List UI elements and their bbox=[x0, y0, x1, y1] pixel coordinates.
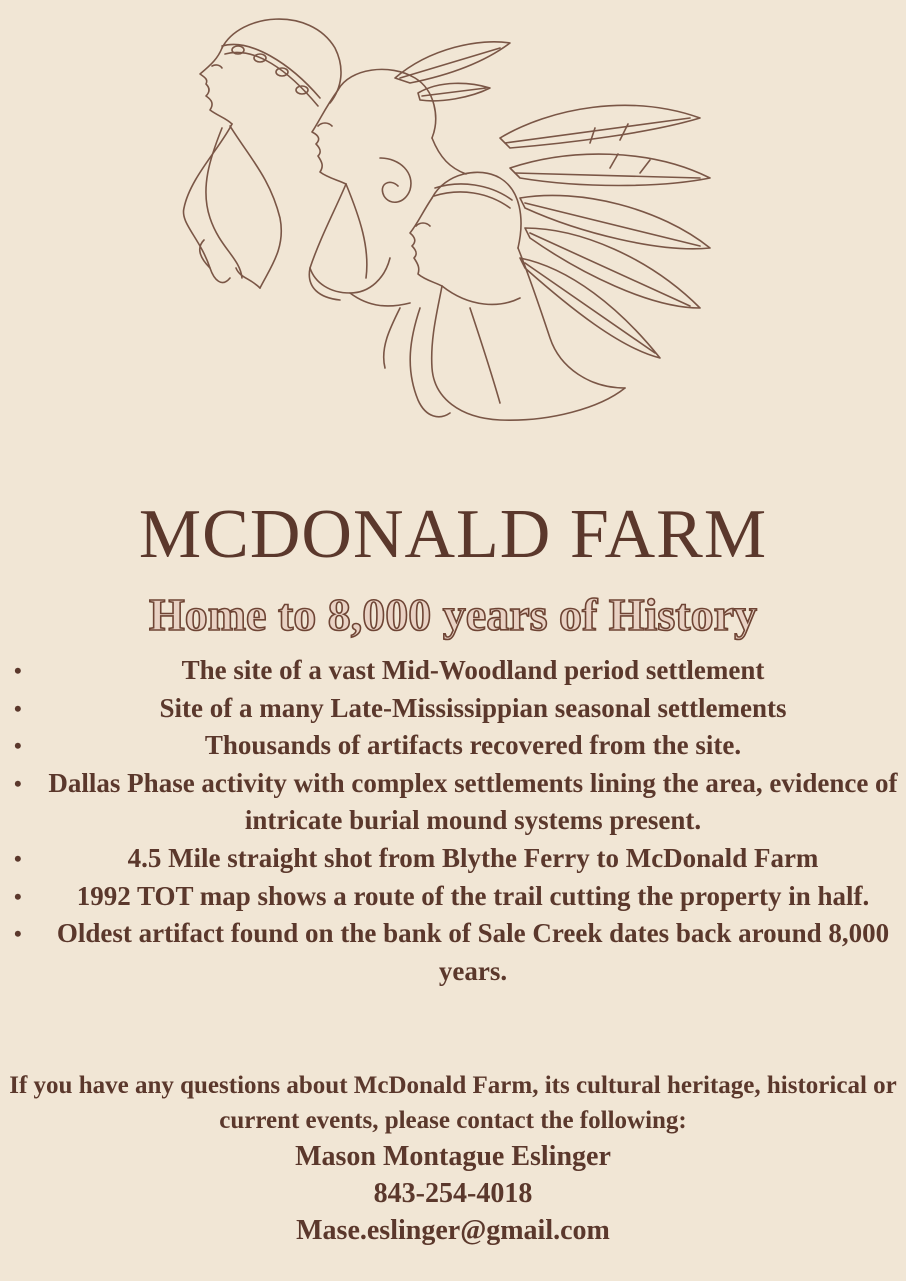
list-item bbox=[0, 727, 906, 765]
list-item bbox=[0, 840, 906, 878]
contact-section bbox=[0, 1068, 906, 1249]
list-item-text: Site of a many Late-Mississippian seasonal settlements bbox=[159, 692, 787, 723]
bullet-icon: • bbox=[14, 658, 22, 683]
page-subtitle: Home to 8,000 years of History bbox=[148, 589, 758, 640]
bullet-icon: • bbox=[14, 770, 22, 796]
list-item bbox=[0, 915, 906, 990]
list-item-text: 1992 TOT map shows a route of the trail cutting the property in half. bbox=[76, 880, 870, 911]
page-title: MCDONALD FARM bbox=[138, 496, 768, 573]
list-item bbox=[0, 652, 906, 690]
bullet-icon: • bbox=[14, 845, 22, 871]
list-item-text: 4.5 Mile straight shot from Blythe Ferry to McDonald Farm bbox=[127, 842, 819, 873]
list-item-text: The site of a vast Mid-Woodland period settlement bbox=[181, 655, 765, 685]
contact-intro: If you have any questions about McDonald Farm, its cultural heritage, historical or current events, please contact the following: bbox=[9, 1072, 897, 1134]
contact-name: Mason Montague Eslinger bbox=[295, 1141, 611, 1172]
contact-email: Mase.eslinger@gmail.com bbox=[296, 1215, 610, 1246]
list-item-text: Dallas Phase activity with complex settlements lining the area, evidence of intricate burial mound systems present. bbox=[48, 767, 898, 836]
native-american-profiles-line-art-icon bbox=[170, 8, 730, 428]
bullet-icon: • bbox=[14, 921, 22, 947]
facts-list bbox=[0, 652, 906, 990]
bullet-icon: • bbox=[14, 883, 22, 909]
bullet-icon: • bbox=[14, 695, 22, 721]
list-item-text: Oldest artifact found on the bank of Sale Creek dates back around 8,000 years. bbox=[56, 918, 890, 986]
list-item bbox=[0, 690, 906, 728]
list-item-text: Thousands of artifacts recovered from the site. bbox=[204, 730, 742, 761]
bullet-icon: • bbox=[14, 733, 22, 759]
list-item bbox=[0, 878, 906, 916]
contact-phone: 843-254-4018 bbox=[373, 1178, 533, 1209]
list-item bbox=[0, 765, 906, 840]
